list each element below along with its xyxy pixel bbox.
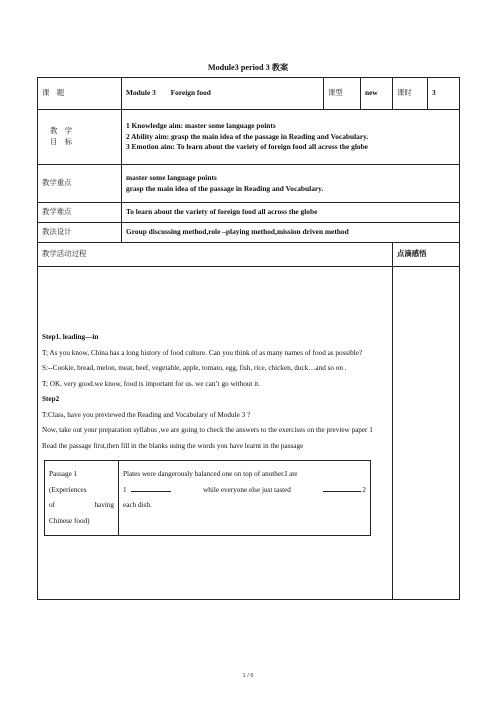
key-points-label: 教学重点 — [38, 165, 122, 203]
aims-row — [38, 110, 460, 165]
passage-text-middle: while everyone else just tasted — [203, 485, 291, 494]
difficulty-label: 教学难点 — [38, 203, 122, 223]
passage-label-word-having: having — [94, 501, 114, 509]
student-answer: S:--Cookie, bread, melon, meat, beef, vegetable, apple, tomato, egg, fish, rice, chicken, duck…and so on . — [42, 364, 347, 372]
passage-text-line-3: each dish. — [123, 501, 152, 509]
blank-number-1: 1 — [123, 485, 127, 494]
aims-label — [38, 110, 122, 165]
document-title: Module3 period 3 教案 — [207, 63, 289, 72]
aims-label-line-2: 目 标 — [50, 137, 73, 146]
reflection-cell — [393, 267, 460, 600]
topic-label: 课 题 — [38, 78, 122, 110]
class-hours-value: 3 — [428, 78, 460, 110]
reading-instruction: Read the passage first,then fill in the blanks using the words you have learnt in the passage — [42, 441, 304, 450]
passage-text-line-1: Plates were dangerously balanced one on top of another.I ate — [123, 470, 298, 478]
process-body-row — [38, 267, 460, 600]
lesson-type-value: new — [361, 78, 393, 110]
key-point-2: grasp the main idea of the passage in Reading and Vocabulary. — [126, 183, 324, 193]
passage-label — [45, 461, 119, 536]
preview-question: T:Class, have you previewed the Reading and Vocabulary of Module 3 ? — [42, 410, 251, 419]
passage-label-line-4: Chinese food) — [49, 516, 90, 525]
method-row — [38, 223, 460, 243]
key-points-row — [38, 165, 460, 203]
lesson-type-label: 课型 — [324, 78, 361, 110]
topic-value — [122, 78, 324, 110]
lesson-plan-table — [37, 77, 460, 600]
passage-text-line-2 — [123, 483, 366, 499]
ability-aim: 2 Ability aim: grasp the main idea of the passage in Reading and Vocabulary. — [126, 131, 369, 141]
aims-label-line-1: 教 学 — [50, 126, 73, 136]
method-label: 教法设计 — [38, 223, 122, 243]
process-header-row — [38, 243, 460, 267]
key-point-1: master some language points — [126, 172, 217, 182]
difficulty-row — [38, 203, 460, 223]
passage-label-word-of: of — [49, 501, 55, 509]
process-content — [38, 267, 393, 600]
key-points-content — [122, 165, 460, 203]
blank-2[interactable] — [323, 483, 361, 492]
teacher-response: T; OK, very good.we know, food is important for us. we can’t go without it. — [42, 379, 260, 388]
step1-heading: Step1. leading—in — [42, 333, 99, 341]
reflection-label: 点滴感悟 — [393, 243, 460, 267]
page-number: 1 / 6 — [242, 673, 254, 679]
topic-name: Foreign food — [170, 88, 211, 98]
aims-content — [122, 110, 460, 165]
difficulty-content: To learn about the variety of foreign food all across the globe — [122, 203, 460, 223]
emotion-aim: 3 Emotion aim: To learn about the variety of foreign food all across the globe — [126, 142, 368, 152]
passage-label-line-2: (Experiences — [49, 485, 87, 494]
knowledge-aim: 1 Knowledge aim: master some language points — [126, 120, 276, 130]
process-label: 教学活动过程 — [38, 243, 393, 267]
blank-1[interactable] — [131, 483, 171, 492]
blank-number-2: 2 — [362, 485, 366, 494]
step2-heading: Step2 — [42, 395, 60, 403]
passage-text — [119, 461, 371, 536]
method-content: Group discussing method,role –playing method,mission driven method — [122, 223, 460, 243]
topic-row — [38, 78, 460, 110]
passage-table — [44, 460, 371, 536]
module-name: Module 3 — [126, 88, 156, 98]
passage-row — [45, 461, 371, 536]
passage-label-line-3 — [49, 498, 114, 514]
passage-label-line-1: Passage 1 — [49, 470, 78, 478]
check-instruction: Now, take out your preparation syllabus ,we are going to check the answers to the exercises on the preview paper 1 — [42, 426, 373, 434]
teacher-question: T; As you know, China has a long history of food culture. Can you think of as many names of food as possible? — [42, 348, 363, 357]
class-hours-label: 课时 — [393, 78, 428, 110]
